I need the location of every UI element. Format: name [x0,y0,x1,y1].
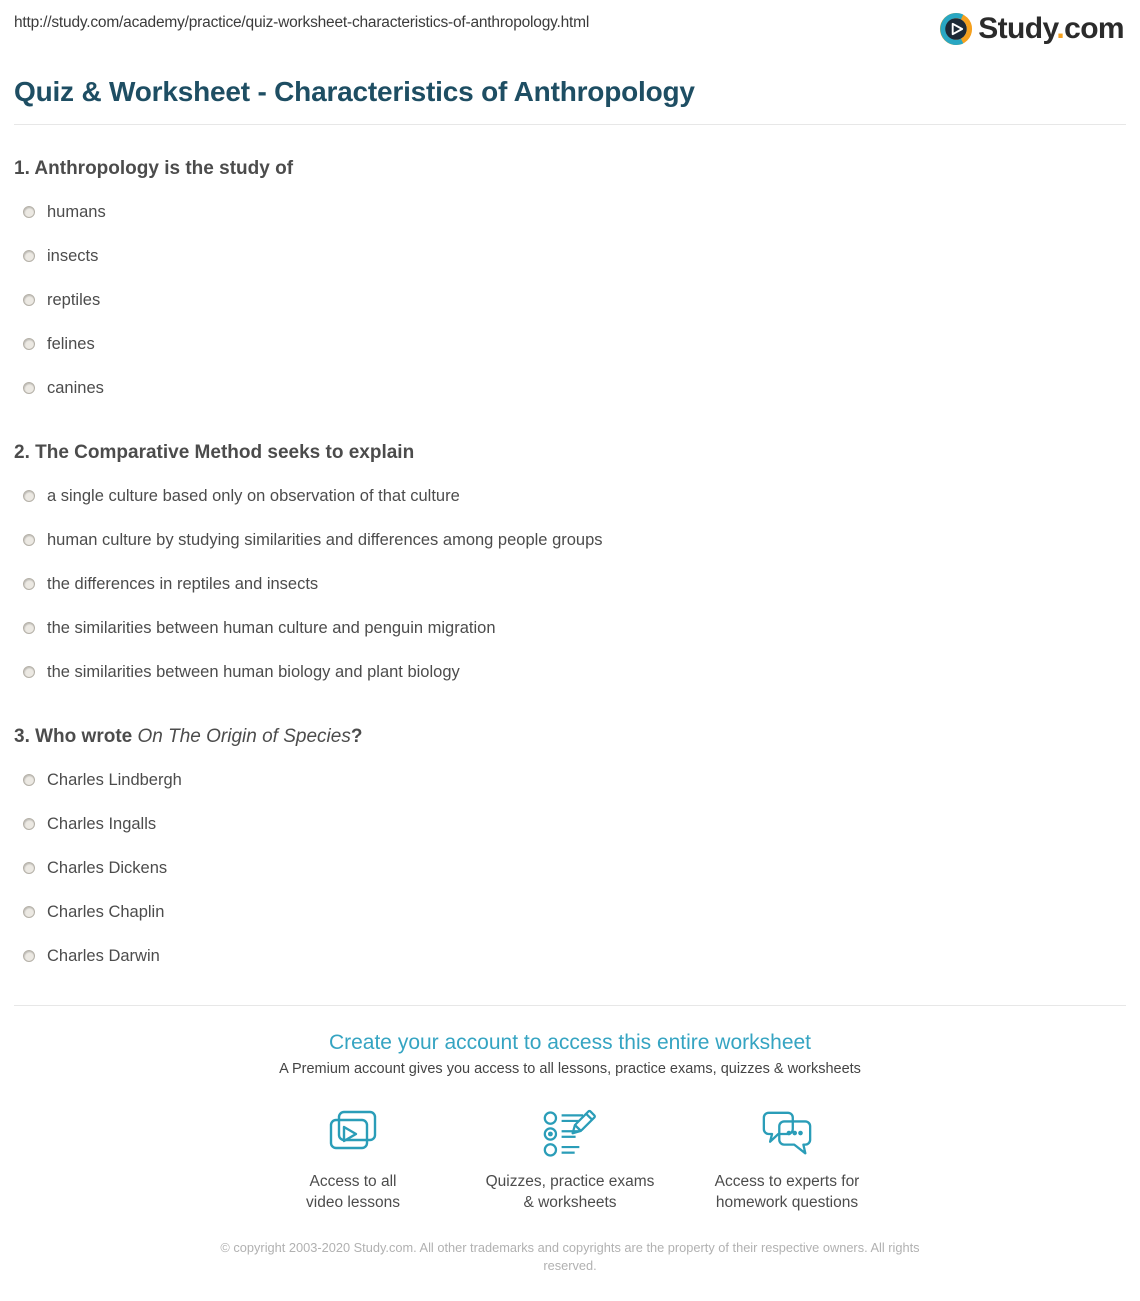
feature-label: Access to experts for homework questions [714,1173,860,1211]
answer-option[interactable] [14,661,1126,683]
question-2-options [14,485,1126,683]
radio-button[interactable] [23,862,35,874]
option-label: Charles Dickens [47,858,168,877]
feature-label: Quizzes, practice exams & worksheets [485,1173,655,1211]
question-2 [14,441,1126,683]
page-header [0,0,1140,52]
quizzes-worksheets-icon [470,1109,670,1167]
radio-button[interactable] [23,818,35,830]
radio-button[interactable] [23,950,35,962]
option-label: Charles Ingalls [47,814,157,833]
feature-label: Access to all video lessons [306,1173,400,1211]
option-label: humans [47,202,106,221]
feature-expert-help [687,1109,887,1213]
radio-button[interactable] [23,206,35,218]
radio-button[interactable] [23,382,35,394]
option-label: the similarities between human culture and penguin migration [47,618,496,637]
option-label: felines [47,334,95,353]
radio-button[interactable] [23,250,35,262]
radio-button[interactable] [23,534,35,546]
answer-option[interactable] [14,813,1126,835]
question-3-options [14,769,1126,967]
option-label: reptiles [47,290,101,309]
signup-title: Create your account to access this entire worksheet [328,1031,812,1054]
radio-button[interactable] [23,294,35,306]
answer-option[interactable] [14,769,1126,791]
feature-video-lessons [253,1109,453,1213]
question-2-heading: 2. The Comparative Method seeks to explain [14,442,415,463]
radio-button[interactable] [23,906,35,918]
option-label: canines [47,378,104,397]
radio-button[interactable] [23,578,35,590]
answer-option[interactable] [14,201,1126,223]
answer-option[interactable] [14,901,1126,923]
answer-option[interactable] [14,573,1126,595]
answer-option[interactable] [14,529,1126,551]
copyright-notice: © copyright 2003-2020 Study.com. All other trademarks and copyrights are the property of their respective owners. All rights reserved. [220,1240,920,1273]
option-label: Charles Chaplin [47,902,165,921]
option-label: insects [47,246,99,265]
features-row [0,1109,1140,1213]
question-1-options [14,201,1126,399]
answer-option[interactable] [14,485,1126,507]
option-label: Charles Darwin [47,946,160,965]
question-3 [14,725,1126,967]
option-label: the similarities between human biology and plant biology [47,662,460,681]
radio-button[interactable] [23,490,35,502]
chat-experts-icon [687,1109,887,1167]
option-label: the differences in reptiles and insects [47,574,319,593]
question-1-heading: 1. Anthropology is the study of [14,158,294,179]
answer-option[interactable] [14,617,1126,639]
page-title: Quiz & Worksheet - Characteristics of Anthropology [14,76,695,107]
video-lessons-icon [253,1109,453,1167]
radio-button[interactable] [23,622,35,634]
answer-option[interactable] [14,857,1126,879]
option-label: human culture by studying similarities and differences among people groups [47,530,603,549]
answer-option[interactable] [14,289,1126,311]
play-circle-icon [939,12,973,46]
radio-button[interactable] [23,666,35,678]
question-1 [14,157,1126,399]
answer-option[interactable] [14,945,1126,967]
logo-wordmark: Study.com [978,12,1124,45]
radio-button[interactable] [23,338,35,350]
divider [14,1005,1126,1006]
answer-option[interactable] [14,245,1126,267]
option-label: a single culture based only on observation of that culture [47,486,460,505]
studycom-logo[interactable] [939,12,1124,46]
page-url: http://study.com/academy/practice/quiz-worksheet-characteristics-of-anthropology.html [14,14,590,31]
signup-subtitle: A Premium account gives you access to all lessons, practice exams, quizzes & worksheets [279,1061,861,1077]
divider [14,124,1126,125]
option-label: Charles Lindbergh [47,770,182,789]
radio-button[interactable] [23,774,35,786]
answer-option[interactable] [14,377,1126,399]
signup-section [0,1028,1140,1213]
answer-option[interactable] [14,333,1126,355]
feature-quizzes-worksheets [470,1109,670,1213]
question-3-heading: 3. Who wrote On The Origin of Species? [14,726,363,747]
